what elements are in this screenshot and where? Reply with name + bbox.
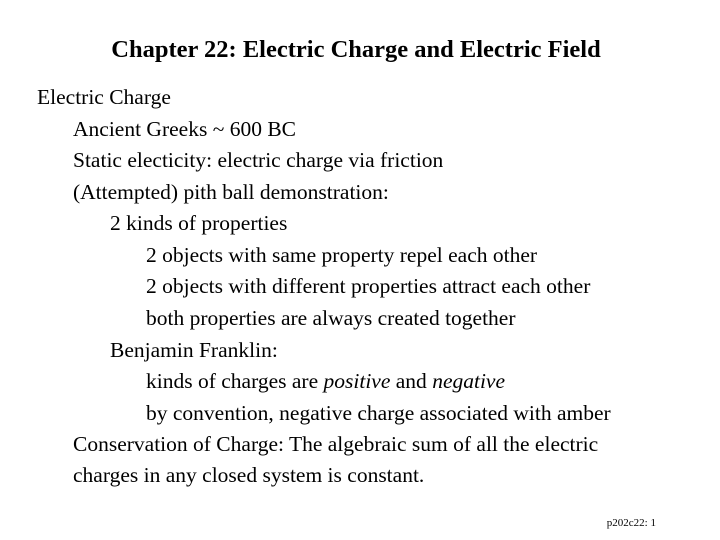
kinds-and-text: and xyxy=(390,369,433,393)
bullet-convention: by convention, negative charge associated with amber xyxy=(146,401,611,425)
conservation-line-1: Conservation of Charge: The algebraic sum of all the electric xyxy=(73,432,599,456)
conservation-line-2: charges in any closed system is constant. xyxy=(73,463,425,487)
bullet-both-properties: both properties are always created together xyxy=(146,306,516,330)
bullet-same-property: 2 objects with same property repel each other xyxy=(146,243,538,267)
bullet-pith-ball: (Attempted) pith ball demonstration: xyxy=(73,180,389,204)
bullet-benjamin-franklin: Benjamin Franklin: xyxy=(110,338,278,362)
bullet-kinds-of-charges xyxy=(146,367,505,395)
section-heading: Electric Charge xyxy=(37,85,171,109)
slide-title: Chapter 22: Electric Charge and Electric Field xyxy=(111,36,601,63)
bullet-ancient-greeks: Ancient Greeks ~ 600 BC xyxy=(73,117,297,141)
bullet-different-properties: 2 objects with different properties attract each other xyxy=(146,274,591,298)
bullet-two-kinds: 2 kinds of properties xyxy=(110,211,288,235)
negative-term: negative xyxy=(432,369,506,393)
kinds-prefix-text: kinds of charges are xyxy=(146,369,324,393)
positive-term: positive xyxy=(323,369,391,393)
bullet-static-electricity: Static electicity: electric charge via friction xyxy=(73,148,444,172)
page-number: p202c22: 1 xyxy=(606,517,656,529)
